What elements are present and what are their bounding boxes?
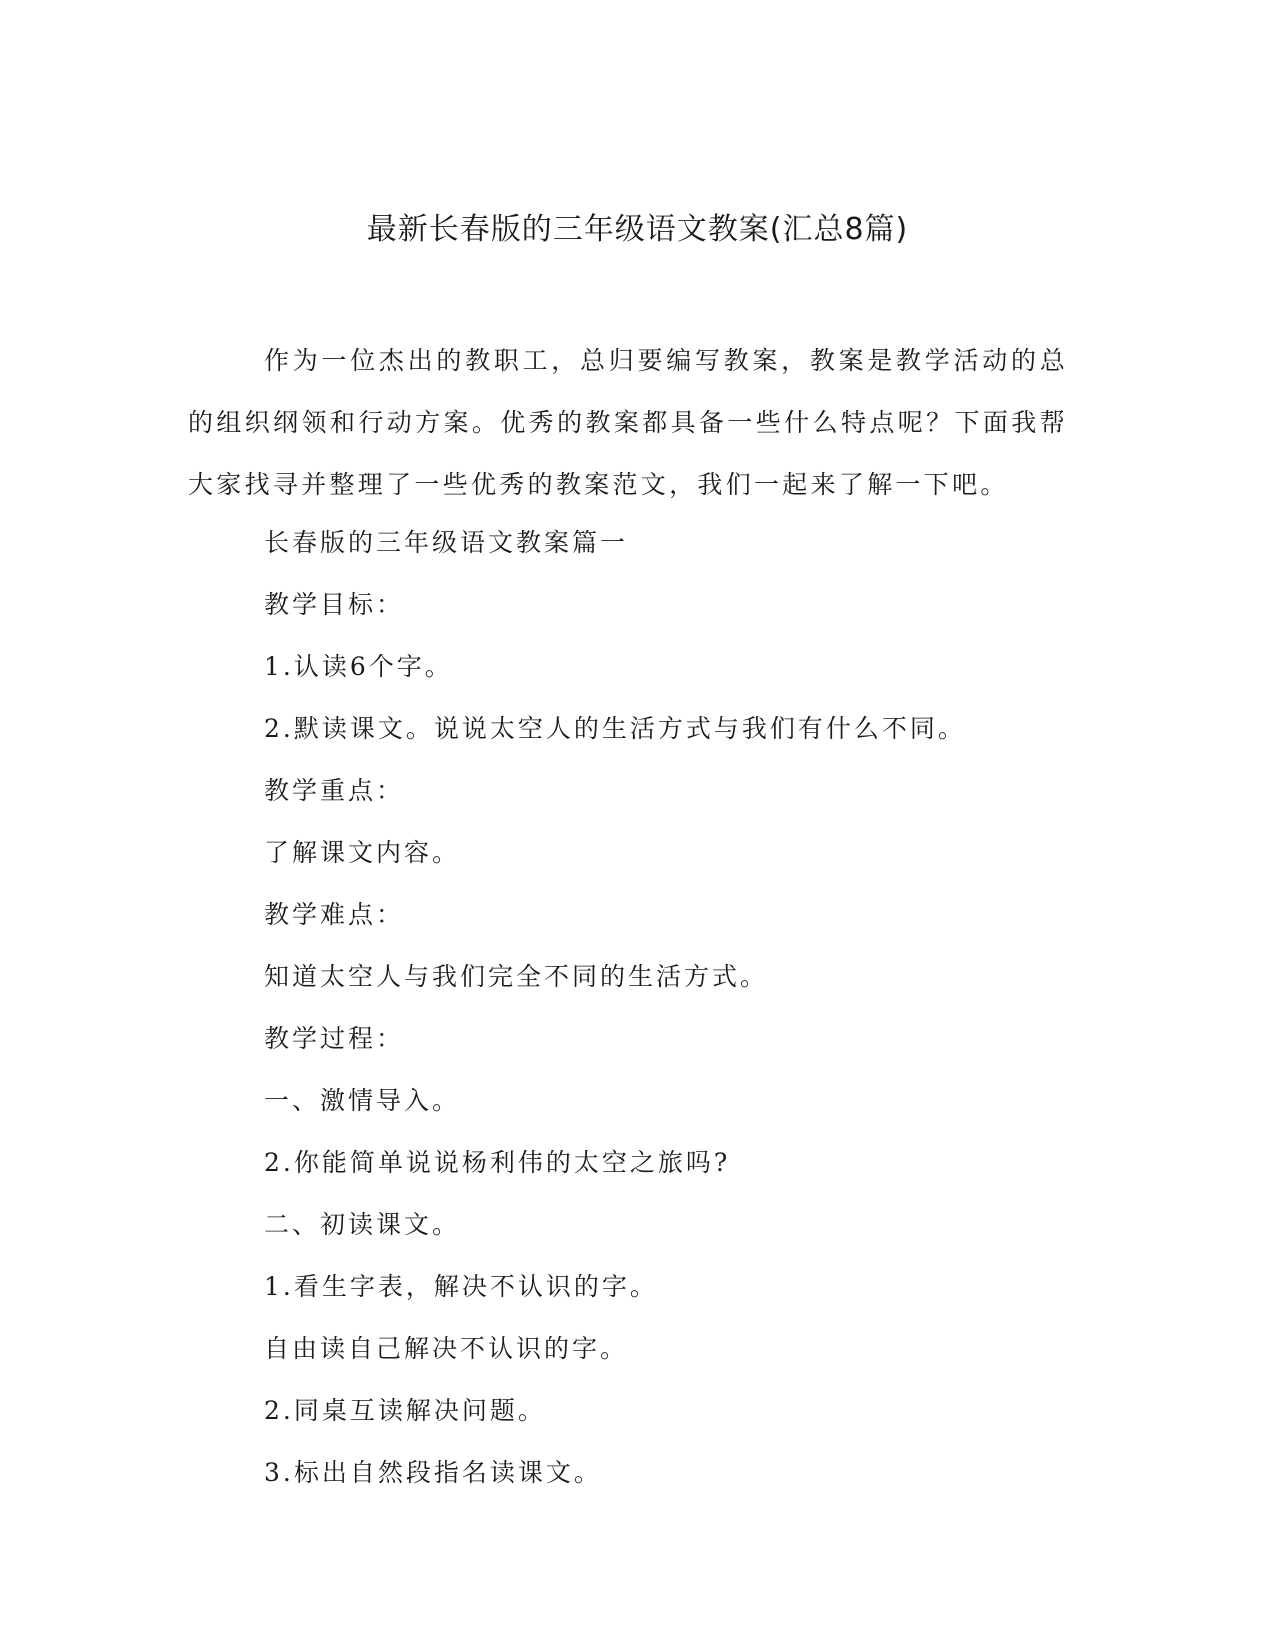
text-line: 二、初读课文。 [264,1210,461,1239]
text-line: 1.认读6个字。 [264,652,453,681]
document-title: 最新长春版的三年级语文教案(汇总8篇) [366,212,909,247]
text-line: 知道太空人与我们完全不同的生活方式。 [264,962,769,991]
text-line: 教学目标： [264,590,405,619]
text-line: 教学重点： [264,776,405,805]
text-line: 自由读自己解决不认识的字。 [264,1334,629,1363]
text-line: 3.标出自然段指名读课文。 [264,1458,602,1487]
intro-paragraph: 作为一位杰出的教职工，总归要编写教案，教案是教学活动的总的组织纲领和行动方案。优秀的教案都具备一些什么特点呢？下面我帮大家找寻并整理了一些优秀的教案范文，我们一起来了解一下吧。 [188,346,1068,499]
text-line: 2.你能简单说说杨利伟的太空之旅吗? [264,1148,731,1177]
text-line: 教学过程： [264,1024,405,1053]
lesson-body [264,512,1164,1504]
text-line: 了解课文内容。 [264,838,461,867]
section-heading: 长春版的三年级语文教案篇一 [264,528,629,557]
text-line: 教学难点： [264,900,405,929]
text-line: 1.看生字表，解决不认识的字。 [264,1272,658,1301]
text-line: 2.默读课文。说说太空人的生活方式与我们有什么不同。 [264,714,966,743]
text-line: 2.同桌互读解决问题。 [264,1396,546,1425]
text-line: 一、激情导入。 [264,1086,461,1115]
